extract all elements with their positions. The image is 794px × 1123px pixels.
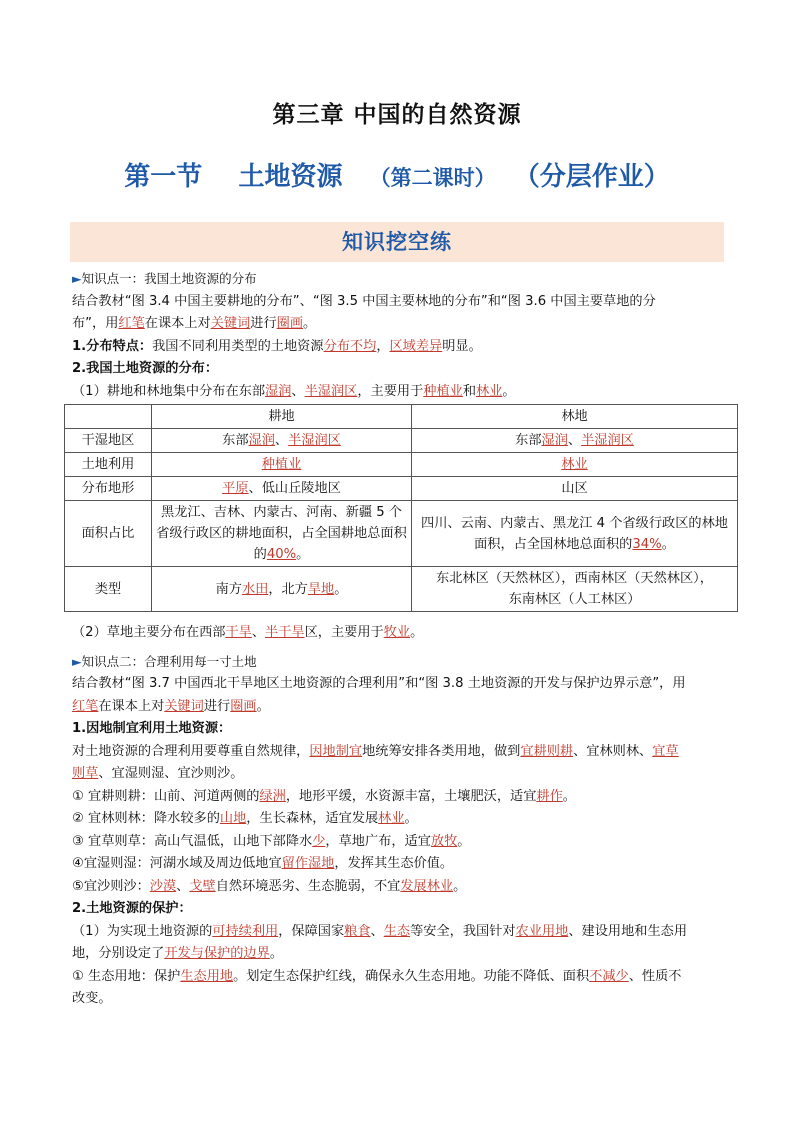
triangle-marker-icon: ►	[72, 271, 82, 286]
table-cell: 黑龙江、吉林、内蒙古、河南、新疆 5 个省级行政区的耕地面积，占全国耕地总面积的40%。	[152, 501, 412, 567]
knowledge-point-2-heading: ►知识点二：合理利用每一寸土地	[72, 653, 257, 669]
section-topic: 土地资源	[238, 162, 343, 192]
table-row	[65, 453, 738, 477]
answer-blank: 湿润	[265, 383, 292, 399]
row-label: 面积占比	[65, 501, 152, 567]
answer-blank: 林业	[476, 383, 503, 399]
list-item: ⑤宜沙则沙：沙漠、戈壁自然环境恶劣、生态脆弱，不宜发展林业。	[72, 878, 467, 894]
table-header-cell	[65, 405, 152, 429]
kp2-intro-line2: 红笔在课本上对关键词进行圈画。	[72, 698, 270, 714]
row-label: 类型	[65, 567, 152, 612]
section-number: 第一节	[124, 162, 203, 192]
row-label: 干湿地区	[65, 429, 152, 453]
kp1-sub2: （2）草地主要分布在西部干旱、半干旱区，主要用于牧业。	[72, 625, 424, 640]
table-row	[65, 567, 738, 612]
table-row	[65, 477, 738, 501]
kp2-item1-label: 1.因地制宜利用土地资源：	[72, 721, 232, 736]
list-item: ④宜湿则湿：河湖水域及周边低地宜留作湿地，发挥其生态价值。	[72, 856, 454, 871]
table-header-row	[65, 405, 738, 429]
kp1-item2-label: 2.我国土地资源的分布：	[72, 361, 219, 376]
table-header-cell: 林地	[412, 405, 738, 429]
table-cell: 山区	[412, 477, 738, 501]
table-cell: 东部湿润、半湿润区	[152, 429, 412, 453]
kp2-eco-line1: ① 生态用地：保护生态用地。划定生态保护红线，确保永久生态用地。功能不降低、面积不减少、性质不	[72, 968, 682, 984]
section-type: （分层作业）	[513, 162, 670, 192]
list-item: ③ 宜草则草：高山气温低，山地下部降水少，草地广布，适宜放牧。	[72, 833, 471, 849]
answer-blank: 区域差异	[389, 338, 443, 354]
kp2-item1-body-line1: 对土地资源的合理利用要尊重自然规律，因地制宜地统筹安排各类用地，做到宜耕则耕、宜林则林、宜草	[72, 743, 679, 759]
kp1-intro-line2: 布”，用红笔在课本上对关键词进行圈画。	[72, 316, 317, 331]
kp2-item1-body-line2: 则草、宜湿则湿、宜沙则沙。	[72, 766, 244, 781]
answer-blank: 半干旱	[265, 625, 305, 640]
table-cell: 东部湿润、半湿润区	[412, 429, 738, 453]
table-cell: 东北林区（天然林区），西南林区（天然林区）， 东南林区（人工林区）	[412, 567, 738, 612]
row-label: 土地利用	[65, 453, 152, 477]
kp2-intro-line1: 结合教材“图 3.7 中国西北干旱地区土地资源的合理利用”和“图 3.8 土地资源的开发与保护边界示意”，用	[72, 676, 686, 691]
row-label: 分布地形	[65, 477, 152, 501]
section-title	[0, 156, 794, 193]
table-row	[65, 429, 738, 453]
list-item: ① 宜耕则耕：山前、河道两侧的绿洲，地形平缓，水资源丰富，土壤肥沃，适宜耕作。	[72, 788, 576, 804]
answer-blank: 分布不均	[323, 338, 377, 354]
answer-blank: 牧业	[383, 625, 411, 640]
kp2-eco-line2: 改变。	[72, 991, 112, 1006]
table-cell: 平原、低山丘陵地区	[152, 477, 412, 501]
table-cell: 种植业	[152, 453, 412, 477]
triangle-marker-icon: ►	[72, 653, 82, 669]
answer-blank: 种植业	[423, 383, 463, 399]
land-distribution-table	[64, 404, 738, 612]
kp1-item1-distribution: 1.分布特点：我国不同利用类型的土地资源分布不均，区域差异明显。	[72, 338, 482, 354]
table-cell: 南方水田，北方旱地。	[152, 567, 412, 612]
answer-blank: 半湿润区	[304, 383, 358, 399]
list-item: ② 宜林则林：降水较多的山地，生长森林，适宜发展林业。	[72, 811, 418, 826]
kp2-item2-label: 2.土地资源的保护：	[72, 901, 192, 916]
answer-blank: 干旱	[225, 625, 252, 640]
table-header-cell: 耕地	[152, 405, 412, 429]
table-row	[65, 501, 738, 567]
knowledge-point-1-heading: ►知识点一：我国土地资源的分布	[72, 271, 257, 286]
kp2-item2-sub1-line2: 地，分别设定了开发与保护的边界。	[72, 946, 283, 961]
kp2-item2-sub1-line1: （1）为实现土地资源的可持续利用，保障国家粮食、生态等安全，我国针对农业用地、建设用地和生态用	[72, 923, 688, 939]
chapter-title: 第三章 中国的自然资源	[272, 102, 522, 128]
kp1-sub1: （1）耕地和林地集中分布在东部湿润、半湿润区，主要用于种植业和林业。	[72, 383, 516, 399]
section-banner: 知识挖空练	[70, 222, 724, 262]
section-lesson: （第二课时）	[369, 166, 496, 190]
content-body	[72, 268, 728, 1011]
table-cell: 林业	[412, 453, 738, 477]
kp1-intro-line1: 结合教材“图 3.4 中国主要耕地的分布”、“图 3.5 中国主要林地的分布”和“图 3.6 中国主要草地的分	[72, 293, 656, 309]
table-cell: 四川、云南、内蒙古、黑龙江 4 个省级行政区的林地面积，占全国林地总面积的34%。	[412, 501, 738, 567]
